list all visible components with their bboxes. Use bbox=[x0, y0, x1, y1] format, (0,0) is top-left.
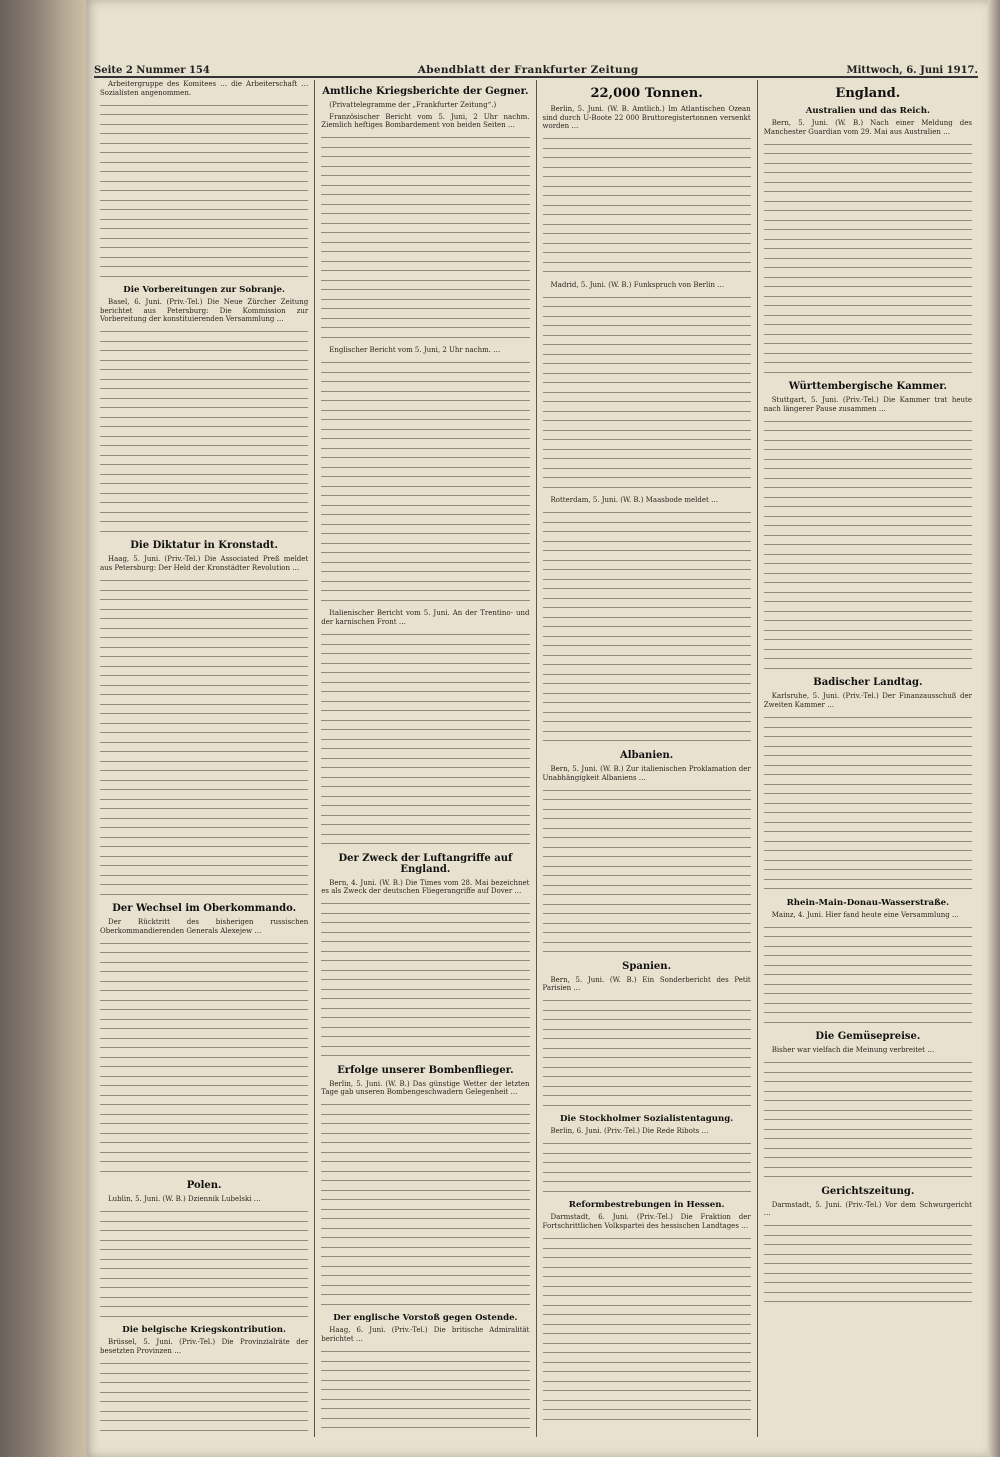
article-text: Italienischer Bericht vom 5. Juni. An der Trentino- und der karnischen Front … bbox=[321, 609, 530, 626]
text-lines bbox=[543, 512, 751, 742]
article-text: Mainz, 4. Juni. Hier fand heute eine Versammlung … bbox=[771, 910, 959, 919]
article-heading: Der Zweck der Luftangriffe auf England. bbox=[338, 852, 513, 875]
article-text: Rotterdam, 5. Juni. (W. B.) Maasbode meldet … bbox=[550, 496, 719, 505]
text-lines bbox=[764, 1062, 972, 1178]
article-text: Haag, 6. Juni. (Priv.-Tel.) Die britische Admiralität berichtet … bbox=[321, 1326, 530, 1344]
article-text: Französischer Bericht vom 5. Juni, 2 Uhr nachm. Ziemlich heftiges Bombardement von beiden Seiten … bbox=[321, 112, 530, 130]
text-lines bbox=[100, 331, 308, 533]
article-text: Arbeitergruppe des Komitees … die Arbeiterschaft … Sozialisten angenommen. bbox=[100, 80, 309, 97]
article-heading: Australien und das Reich. bbox=[805, 106, 931, 116]
article-heading: Der englische Vorstoß gegen Ostende. bbox=[333, 1313, 518, 1324]
article-heading: Württembergische Kammer. bbox=[788, 381, 948, 393]
text-lines bbox=[764, 717, 972, 890]
article-heading: Der Wechsel im Oberkommando. bbox=[112, 903, 297, 915]
article-heading: Erfolge unserer Bombenflieger. bbox=[337, 1064, 514, 1076]
article-heading: 22,000 Tonnen. bbox=[590, 86, 703, 101]
article-subheading: (Privattelegramme der „Frankfurter Zeitung“.) bbox=[329, 101, 497, 109]
text-lines bbox=[321, 1104, 529, 1306]
column-4 bbox=[758, 80, 978, 1437]
article-heading: Die belgische Kriegskontribution. bbox=[122, 1325, 286, 1336]
columns bbox=[94, 80, 978, 1437]
text-lines bbox=[543, 297, 751, 489]
text-lines bbox=[100, 1363, 308, 1437]
article-text: Englischer Bericht vom 5. Juni, 2 Uhr nachm. … bbox=[329, 346, 501, 355]
newspaper-page bbox=[86, 0, 988, 1457]
article-text: Stuttgart, 5. Juni. (Priv.-Tel.) Die Kammer trat heute nach längerer Pause zusammen … bbox=[763, 396, 972, 413]
article-text: Bern, 5. Juni. (W. B.) Nach einer Meldung des Manchester Guardian vom 29. Mai aus Australien … bbox=[763, 119, 972, 136]
text-lines bbox=[100, 1211, 308, 1318]
text-lines bbox=[764, 144, 972, 374]
article-text: Berlin, 6. Juni. (Priv.-Tel.) Die Rede Ribots … bbox=[550, 1127, 709, 1136]
article-heading: Gerichtszeitung. bbox=[821, 1185, 915, 1197]
article-text: Basel, 6. Juni. (Priv.-Tel.) Die Neue Zürcher Zeitung berichtet aus Petersburg: Die Kommission zur Vorbereitung der konstituierenden Versammlung … bbox=[100, 298, 309, 324]
article-heading: Spanien. bbox=[622, 960, 672, 972]
article-text: Darmstadt, 5. Juni. (Priv.-Tel.) Vor dem Schwurgericht … bbox=[763, 1200, 972, 1218]
text-lines bbox=[100, 580, 308, 896]
article-text: Darmstadt, 6. Juni. (Priv.-Tel.) Die Fraktion der Fortschrittlichen Volkspartei des hessischen Landtages … bbox=[542, 1213, 751, 1231]
newspaper-title: Abendblatt der Frankfurter Zeitung bbox=[417, 64, 639, 76]
column-2 bbox=[315, 80, 536, 1437]
text-lines bbox=[100, 943, 308, 1173]
page-right-edge bbox=[988, 0, 1000, 1457]
text-lines bbox=[543, 790, 751, 954]
text-lines bbox=[764, 927, 972, 1024]
article-heading: Die Vorbereitungen zur Sobranje. bbox=[123, 285, 285, 296]
article-text: Der Rücktritt des bisherigen russischen Oberkommandierenden Generals Alexejew … bbox=[100, 918, 309, 935]
text-lines bbox=[321, 137, 529, 339]
article-heading: Reformbestrebungen in Hessen. bbox=[568, 1200, 725, 1211]
column-3 bbox=[537, 80, 758, 1437]
article-heading: Die Stockholmer Sozialistentagung. bbox=[559, 1114, 734, 1125]
article-heading: Amtliche Kriegsberichte der Gegner. bbox=[322, 86, 529, 97]
issue-date: Mittwoch, 6. Juni 1917. bbox=[846, 65, 978, 76]
article-text: Bern, 4. Juni. (W. B.) Die Times vom 28. Mai bezeichnet es als Zweck der deutschen Fliegerangriffe auf Dover … bbox=[321, 878, 530, 896]
article-heading: Rhein-Main-Donau-Wasserstraße. bbox=[786, 897, 950, 908]
masthead bbox=[94, 58, 978, 78]
text-lines bbox=[543, 1000, 751, 1107]
text-lines bbox=[543, 1143, 751, 1193]
text-lines bbox=[764, 1225, 972, 1303]
article-text: Brüssel, 5. Juni. (Priv.-Tel.) Die Provinzialräte der besetzten Provinzen … bbox=[100, 1338, 309, 1356]
article-heading: Badischer Landtag. bbox=[813, 677, 923, 689]
text-lines bbox=[543, 1238, 751, 1421]
text-lines bbox=[321, 362, 529, 602]
text-lines bbox=[321, 1351, 529, 1437]
article-text: Madrid, 5. Juni. (W. B.) Funkspruch von Berlin … bbox=[550, 280, 725, 289]
text-lines bbox=[321, 634, 529, 845]
article-text: Bern, 5. Juni. (W. B.) Ein Sonderbericht des Petit Parisien … bbox=[542, 975, 751, 993]
page-number: Seite 2 Nummer 154 bbox=[94, 65, 210, 76]
column-1 bbox=[94, 80, 315, 1437]
article-heading: Albanien. bbox=[620, 749, 674, 761]
article-text: Karlsruhe, 5. Juni. (Priv.-Tel.) Der Finanzausschuß der Zweiten Kammer … bbox=[763, 692, 972, 709]
article-text: Berlin, 5. Juni. (W. B. Amtlich.) Im Atlantischen Ozean sind durch U-Boote 22 000 Bruttoregistertonnen versenkt worden … bbox=[542, 105, 751, 131]
article-heading: Die Gemüsepreise. bbox=[815, 1031, 921, 1043]
article-text: Bern, 5. Juni. (W. B.) Zur italienischen Proklamation der Unabhängigkeit Albaniens … bbox=[542, 764, 751, 782]
text-lines bbox=[543, 138, 751, 273]
text-lines bbox=[321, 903, 529, 1057]
article-text: Berlin, 5. Juni. (W. B.) Das günstige Wetter der letzten Tage gab unseren Bombengeschwadern Gelegenheit … bbox=[321, 1079, 530, 1097]
article-heading: Polen. bbox=[186, 1180, 222, 1192]
article-heading: Die Diktatur in Kronstadt. bbox=[130, 540, 278, 552]
text-lines bbox=[764, 421, 972, 670]
book-binding-edge bbox=[0, 0, 88, 1457]
article-heading: England. bbox=[835, 86, 901, 101]
article-text: Lublin, 5. Juni. (W. B.) Dziennik Lubelski … bbox=[108, 1195, 261, 1204]
article-text: Bisher war vielfach die Meinung verbreitet … bbox=[771, 1046, 935, 1055]
text-lines bbox=[100, 105, 308, 278]
article-text: Haag, 5. Juni. (Priv.-Tel.) Die Associated Preß meldet aus Petersburg: Der Held der Kronstädter Revolution … bbox=[100, 555, 309, 573]
